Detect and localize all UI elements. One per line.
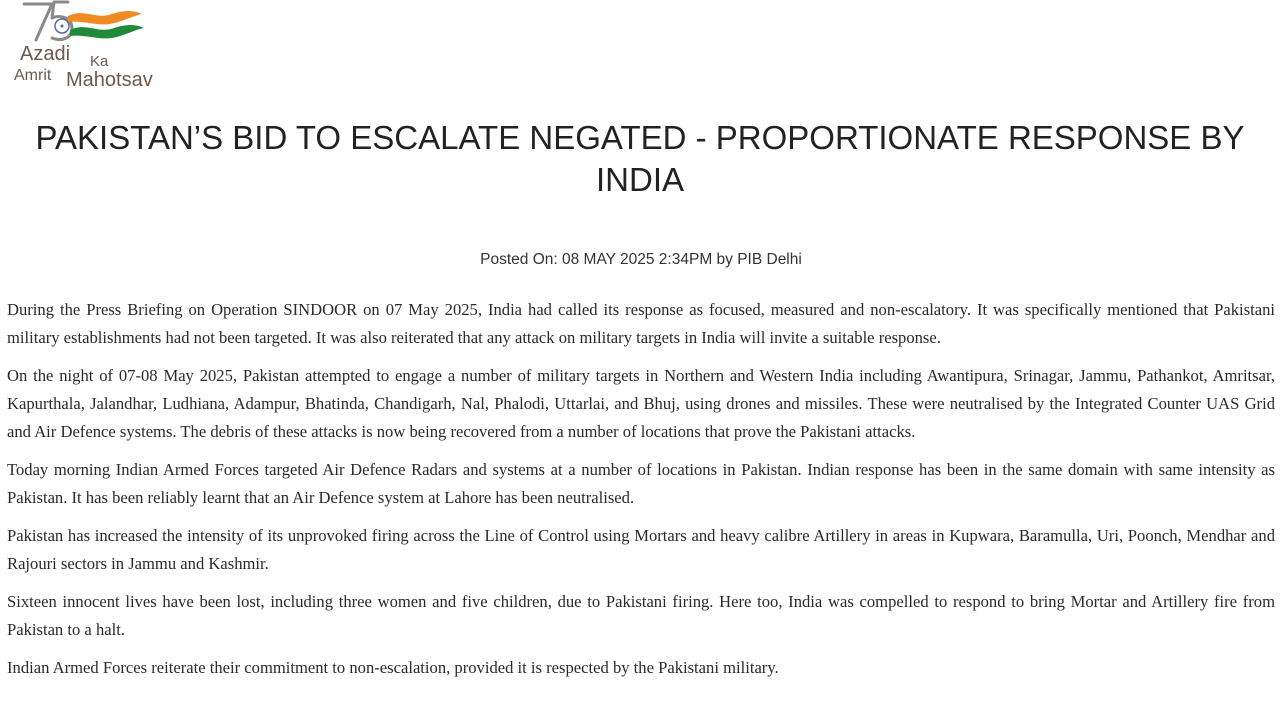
- paragraph-non-escalation: Indian Armed Forces reiterate their commitment to non-escalation, provided it is respected by the Pakistani military.: [7, 658, 779, 677]
- paragraph-loc-firing: Pakistan has increased the intensity of its unprovoked firing across the Line of Control using Mortars and heavy calibre Artillery in areas in Kupwara, Baramulla, Uri, Poonch, Mendhar and Rajouri sectors in Jammu and Kashmir.: [7, 526, 1275, 573]
- posted-on-line: Posted On: 08 MAY 2025 2:34PM by PIB Delhi: [480, 251, 802, 268]
- paragraph-indian-response: Today morning Indian Armed Forces targeted Air Defence Radars and systems at a number of locations in Pakistan. Indian response has been in the same domain with same intensity as Pakistan. It has been reliably learnt that an Air Defence system at Lahore has been neutralised.: [7, 460, 1275, 507]
- paragraph-lives-lost: Sixteen innocent lives have been lost, including three women and five children, due to Pakistani firing. Here too, India was compelled to respond to bring Mortar and Artillery fire from Pakistan to a halt.: [7, 592, 1275, 639]
- paragraph-press-briefing: During the Press Briefing on Operation SINDOOR on 07 May 2025, India had called its response as focused, measured and non-escalatory. It was specifically mentioned that Pakistani military establishments had not been targeted. It was also reiterated that any attack on military targets in India will invite a suitable response.: [7, 300, 1275, 347]
- azadi-ka-amrit-mahotsav-logo: [12, 0, 182, 92]
- logo-text-amrit: Amrit: [14, 67, 52, 84]
- logo-text-ka: Ka: [90, 53, 109, 70]
- logo-text-azadi: Azadi: [20, 43, 71, 65]
- article-body: [7, 296, 1275, 692]
- logo-text-mahotsav: Mahotsav: [66, 69, 153, 91]
- page-title: PAKISTAN’S BID TO ESCALATE NEGATED - PROPORTIONATE RESPONSE BY INDIA: [35, 119, 1245, 198]
- paragraph-pakistan-attempt: On the night of 07-08 May 2025, Pakistan attempted to engage a number of military targets in Northern and Western India including Awantipura, Srinagar, Jammu, Pathankot, Amritsar, Kapurthala, Jalandhar, Ludhiana, Adampur, Bhatinda, Chandigarh, Nal, Phalodi, Uttarlai, and Bhuj, using drones and missiles. These were neutralised by the Integrated Counter UAS Grid and Air Defence systems. The debris of these attacks is now being recovered from a number of locations that prove the Pakistani attacks.: [7, 366, 1275, 441]
